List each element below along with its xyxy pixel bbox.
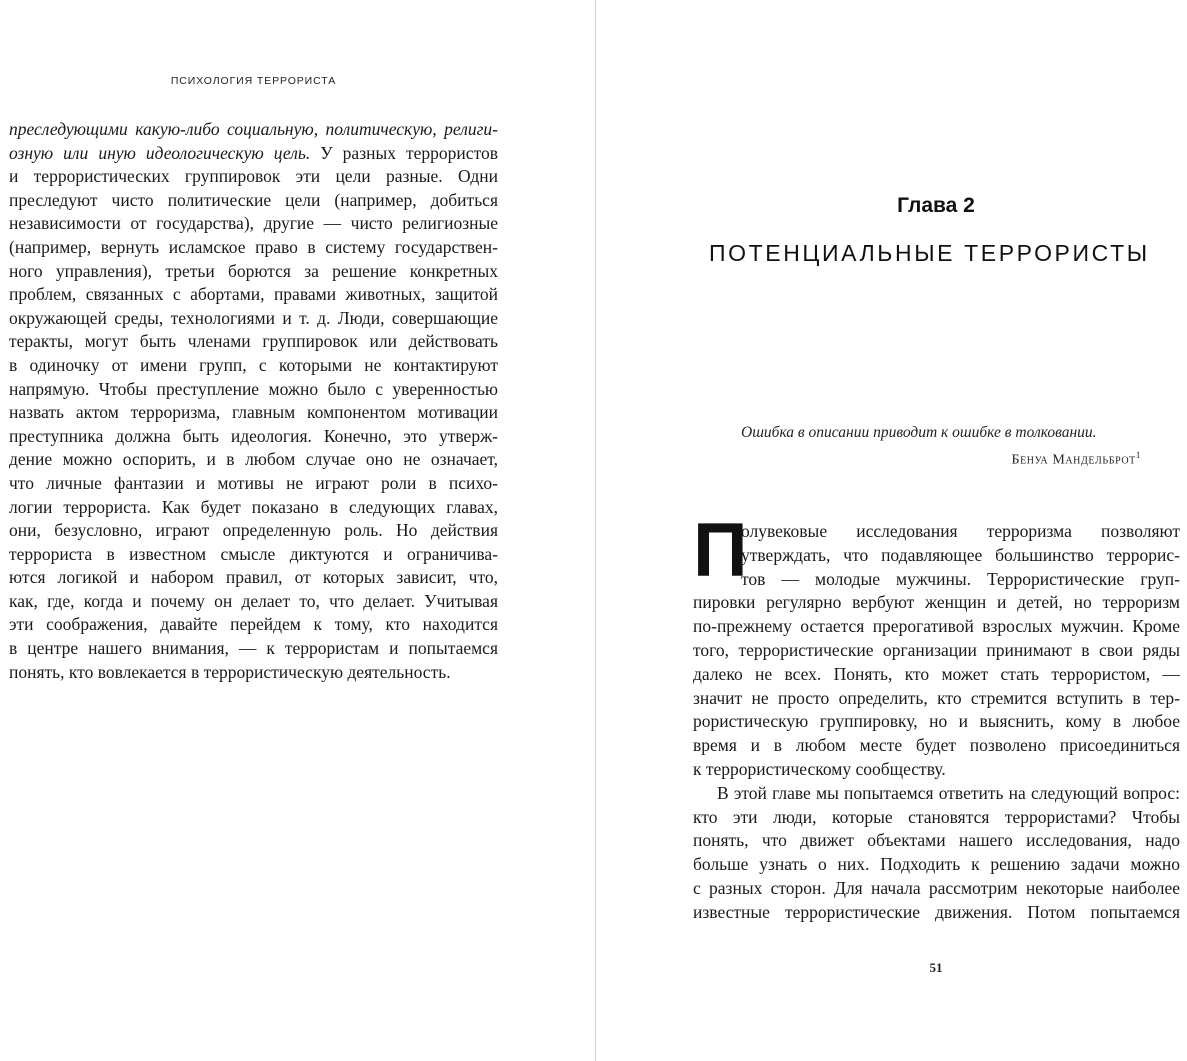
text-line: ются логикой и набором правил, от которых зависит, что, [9,567,498,588]
text-line: известные террористические движения. Потом попытаемся [693,901,1180,922]
text-line: назвать актом терроризма, главным компонентом мотивации [9,402,498,423]
text-line: проблем, связанных с абортами, правами животных, защитой [9,284,498,305]
text-line: в одиночку от имени групп, с которыми не контактируют [9,354,498,375]
text-line: утверждать, что подавляющее большинство террорис- [741,544,1180,565]
text-line: к террористическому сообществу. [693,758,946,779]
epigraph-author [896,450,1141,469]
text-line: В этой главе мы попытаемся ответить на следующий вопрос: [717,782,1180,803]
text-line: в центре нашего внимания, — к террористам и попытаемся [9,638,498,659]
text-line: преследуют чисто политические цели (например, добиться [9,189,498,210]
footnote-ref: 1 [1135,450,1141,460]
text-line: понять, кто вовлекается в террористическую деятельность. [9,661,451,682]
text-line: окружающей среды, технологиями и т. д. Люди, совершающие [9,307,498,328]
text-line: и террористических группировок эти цели разные. Одни [9,166,498,187]
text-line: независимости от государства), другие — чисто религиозные [9,213,498,234]
text-line: кто эти люди, которые становятся террористами? Чтобы [693,806,1180,827]
text-line: тов — молодые мужчины. Террористические груп- [741,568,1180,589]
text-line: террориста в известном смысле диктуются и ограничива- [9,543,498,564]
chapter-number: Глава 2 [897,194,975,217]
text-line: с разных сторон. Для начала рассмотрим некоторые наиболее [693,877,1180,898]
text-line: олувековые исследования терроризма позволяют [741,521,1180,541]
text-line: преступника должна быть идеология. Конечно, это утверж- [9,425,498,446]
text-line: дение можно оспорить, и в любом случае оно не означает, [9,449,498,470]
text-line: время и в любом месте будет позволено присоединиться [693,735,1180,756]
text-line: ного управления), третьи борются за решение конкретных [9,260,498,281]
text-line: что личные фантазии и мотивы не играют роли в психо- [9,472,498,493]
text-line: напрямую. Чтобы преступление можно было с уверенностью [9,378,498,399]
text-line: логии террориста. Как будет показано в следующих главах, [9,496,498,517]
text-line: по-прежнему остается прерогативой взрослых мужчин. Кроме [693,616,1180,637]
text-line: как, где, когда и почему он делает то, что делает. Учитывая [9,590,498,611]
text-line: пировки регулярно вербуют женщин и детей, но терроризм [693,592,1180,613]
epigraph-author-name: Бенуа Мандельброт [1011,452,1136,468]
text-line: (например, вернуть исламское право в систему государствен- [9,236,498,257]
page-number: 51 [929,960,943,975]
text-line: преследующими какую-либо социальную, политическую, религи- [9,119,498,139]
text-line: того, террористические организации принимают в свои ряды [693,639,1180,660]
epigraph-quote: Ошибка в описании приводит к ошибке в толковании. [741,424,1097,441]
text-line: рористическую группировку, но и выяснить, кому в любое [693,711,1180,732]
chapter-title: ПОТЕНЦИАЛЬНЫЕ ТЕРРОРИСТЫ [709,240,1150,266]
text-line: значит не просто определить, кто стремится вступить в тер- [693,687,1180,708]
text-line: далеко не всех. Понять, кто может стать террористом, — [693,663,1180,684]
left-page-body [9,118,498,684]
text-line: озную или иную идеологическую цель. У разных террористов [9,142,498,163]
right-page-body [693,508,1180,925]
drop-cap: П [693,508,748,593]
text-line: понять, что движет объектами нашего исследования, надо [693,830,1180,851]
running-head: ПСИХОЛОГИЯ ТЕРРОРИСТА [170,75,337,87]
text-line: больше узнать о них. Подходить к решению задачи можно [693,854,1180,875]
right-page [596,0,1187,1061]
text-line: они, безусловно, играют определенную роль. Но действия [9,520,498,541]
text-line: теракты, могут быть членами группировок или действовать [9,331,498,352]
text-line: эти соображения, давайте перейдем к тому, кто находится [9,614,498,635]
